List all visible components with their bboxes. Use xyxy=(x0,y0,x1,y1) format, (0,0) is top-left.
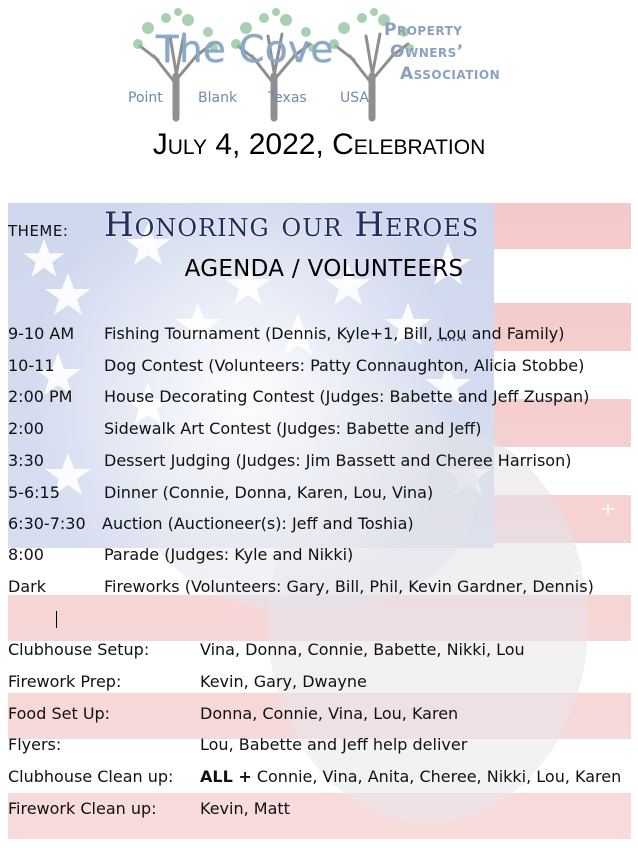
schedule-event: Dessert Judging (Judges: Jim Bassett and Cheree Harrison) xyxy=(104,451,572,470)
text-cursor[interactable] xyxy=(56,611,57,628)
event-text: Fishing Tournament (Dennis, Kyle+1, Bill, xyxy=(104,324,438,343)
logo-place-word: Blank xyxy=(198,90,238,106)
volunteer-task: Flyers: xyxy=(8,735,62,754)
schedule-event: Dinner (Connie, Donna, Karen, Lou, Vina) xyxy=(104,483,434,502)
schedule-time: 10-11 xyxy=(8,356,55,375)
schedule-time: 2:00 xyxy=(8,419,44,438)
agenda-subtitle: AGENDA / VOLUNTEERS xyxy=(184,256,464,282)
schedule-event: House Decorating Contest (Judges: Babette and Jeff Zuspan) xyxy=(104,387,590,406)
volunteer-task: Clubhouse Setup: xyxy=(8,640,150,659)
volunteer-names-rest: Connie, Vina, Anita, Cheree, Nikki, Lou, Karen xyxy=(251,767,622,786)
schedule-event: Parade (Judges: Kyle and Nikki) xyxy=(104,545,354,564)
volunteer-names: Kevin, Gary, Dwayne xyxy=(200,672,367,691)
schedule-event: Sidewalk Art Contest (Judges: Babette and Jeff) xyxy=(104,419,482,438)
logo-association-line: Owners’ xyxy=(390,42,464,62)
volunteer-names: Vina, Donna, Connie, Babette, Nikki, Lou xyxy=(200,640,525,659)
theme-text: Honoring our Heroes xyxy=(104,205,480,245)
volunteer-names: Donna, Connie, Vina, Lou, Karen xyxy=(200,704,459,723)
volunteer-task: Clubhouse Clean up: xyxy=(8,767,174,786)
logo-place-word: Texas xyxy=(268,90,307,106)
volunteer-names-bold: ALL + xyxy=(200,767,252,786)
volunteer-task: Firework Prep: xyxy=(8,672,122,691)
schedule-time: 6:30-7:30 xyxy=(8,514,86,533)
event-name-marked: Lou xyxy=(437,324,467,343)
schedule-event: Fireworks (Volunteers: Gary, Bill, Phil, Kevin Gardner, Dennis) xyxy=(104,577,594,596)
schedule-time: Dark xyxy=(8,577,46,596)
schedule-time: 2:00 PM xyxy=(8,387,73,406)
logo-association-line: Property xyxy=(384,20,463,40)
schedule-time: 3:30 xyxy=(8,451,44,470)
volunteer-names xyxy=(200,767,621,786)
volunteer-names: Kevin, Matt xyxy=(200,799,290,818)
logo-place-word: USA xyxy=(340,90,369,106)
volunteer-task: Firework Clean up: xyxy=(8,799,157,818)
volunteer-names: Lou, Babette and Jeff help deliver xyxy=(200,735,468,754)
logo-title: The Cove xyxy=(156,28,334,71)
volunteer-task: Food Set Up: xyxy=(8,704,111,723)
schedule-event: Auction (Auctioneer(s): Jeff and Toshia) xyxy=(102,514,414,533)
logo-association-line: Association xyxy=(400,64,501,84)
page-title: July 4, 2022, Celebration xyxy=(152,128,486,161)
schedule-time: 5-6:15 xyxy=(8,483,60,502)
association-logo xyxy=(118,6,528,124)
logo-place-word: Point xyxy=(128,90,163,106)
theme-label: THEME: xyxy=(8,222,69,240)
schedule-time: 8:00 xyxy=(8,545,44,564)
schedule-event xyxy=(104,324,564,343)
schedule-time: 9-10 AM xyxy=(8,324,75,343)
event-text: and Family) xyxy=(466,324,565,343)
schedule-event: Dog Contest (Volunteers: Patty Connaughton, Alicia Stobbe) xyxy=(104,356,585,375)
